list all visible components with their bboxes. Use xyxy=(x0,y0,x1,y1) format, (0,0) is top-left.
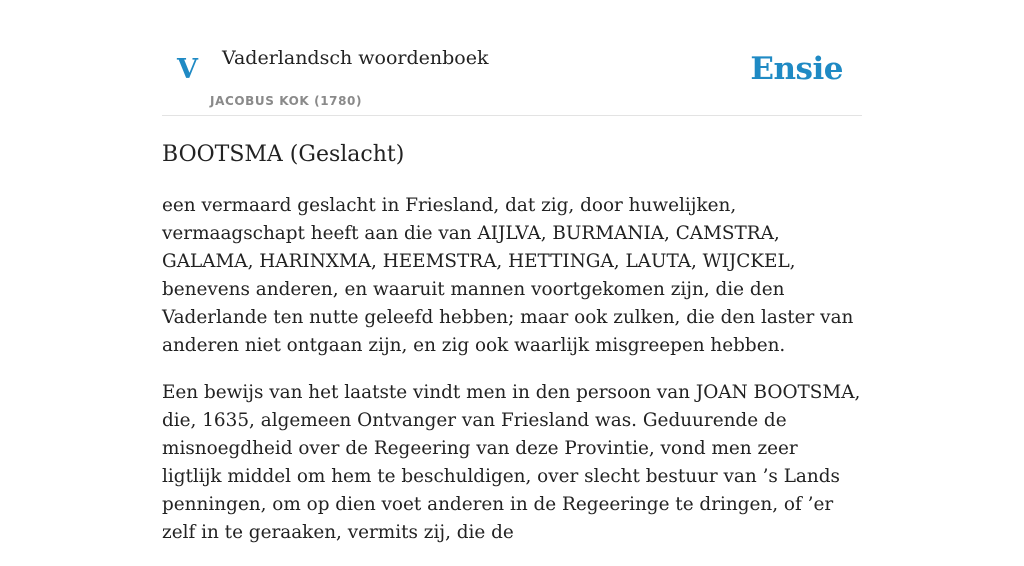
entry-title: BOOTSMA (Geslacht) xyxy=(162,142,405,167)
book-letter-icon[interactable]: V xyxy=(177,54,198,85)
entry-body xyxy=(162,192,862,566)
book-title-link[interactable]: Vaderlandsch woordenboek xyxy=(222,47,489,69)
book-author: JACOBUS KOK (1780) xyxy=(210,94,363,108)
ensie-logo-link[interactable]: Ensie xyxy=(750,51,843,87)
header xyxy=(162,0,862,116)
entry-paragraph: Een bewijs van het laatste vindt men in den persoon van JOAN BOOTSMA, die, 1635, algemeen Ontvanger van Friesland was. Geduurende de misnoegdheid over de Regeering van deze Provintie, vond men zeer ligtlijk middel om hem te beschuldigen, over slecht bestuur van ’s Lands penningen, om op dien voet anderen in de Regeeringe te dringen, of ’er zelf in te geraaken, vermits zij, die de xyxy=(162,382,861,543)
entry-paragraph: een vermaard geslacht in Friesland, dat zig, door huwelijken, vermaagschapt heeft aan die van AIJLVA, BURMANIA, CAMSTRA, GALAMA, HARINXMA, HEEMSTRA, HETTINGA, LAUTA, WIJCKEL, benevens anderen, en waaruit mannen voortgekomen zijn, die den Vaderlande ten nutte geleefd hebben; maar ook zulken, die den laster van anderen niet ontgaan zijn, en zig ook waarlijk misgreepen hebben. xyxy=(162,195,854,356)
